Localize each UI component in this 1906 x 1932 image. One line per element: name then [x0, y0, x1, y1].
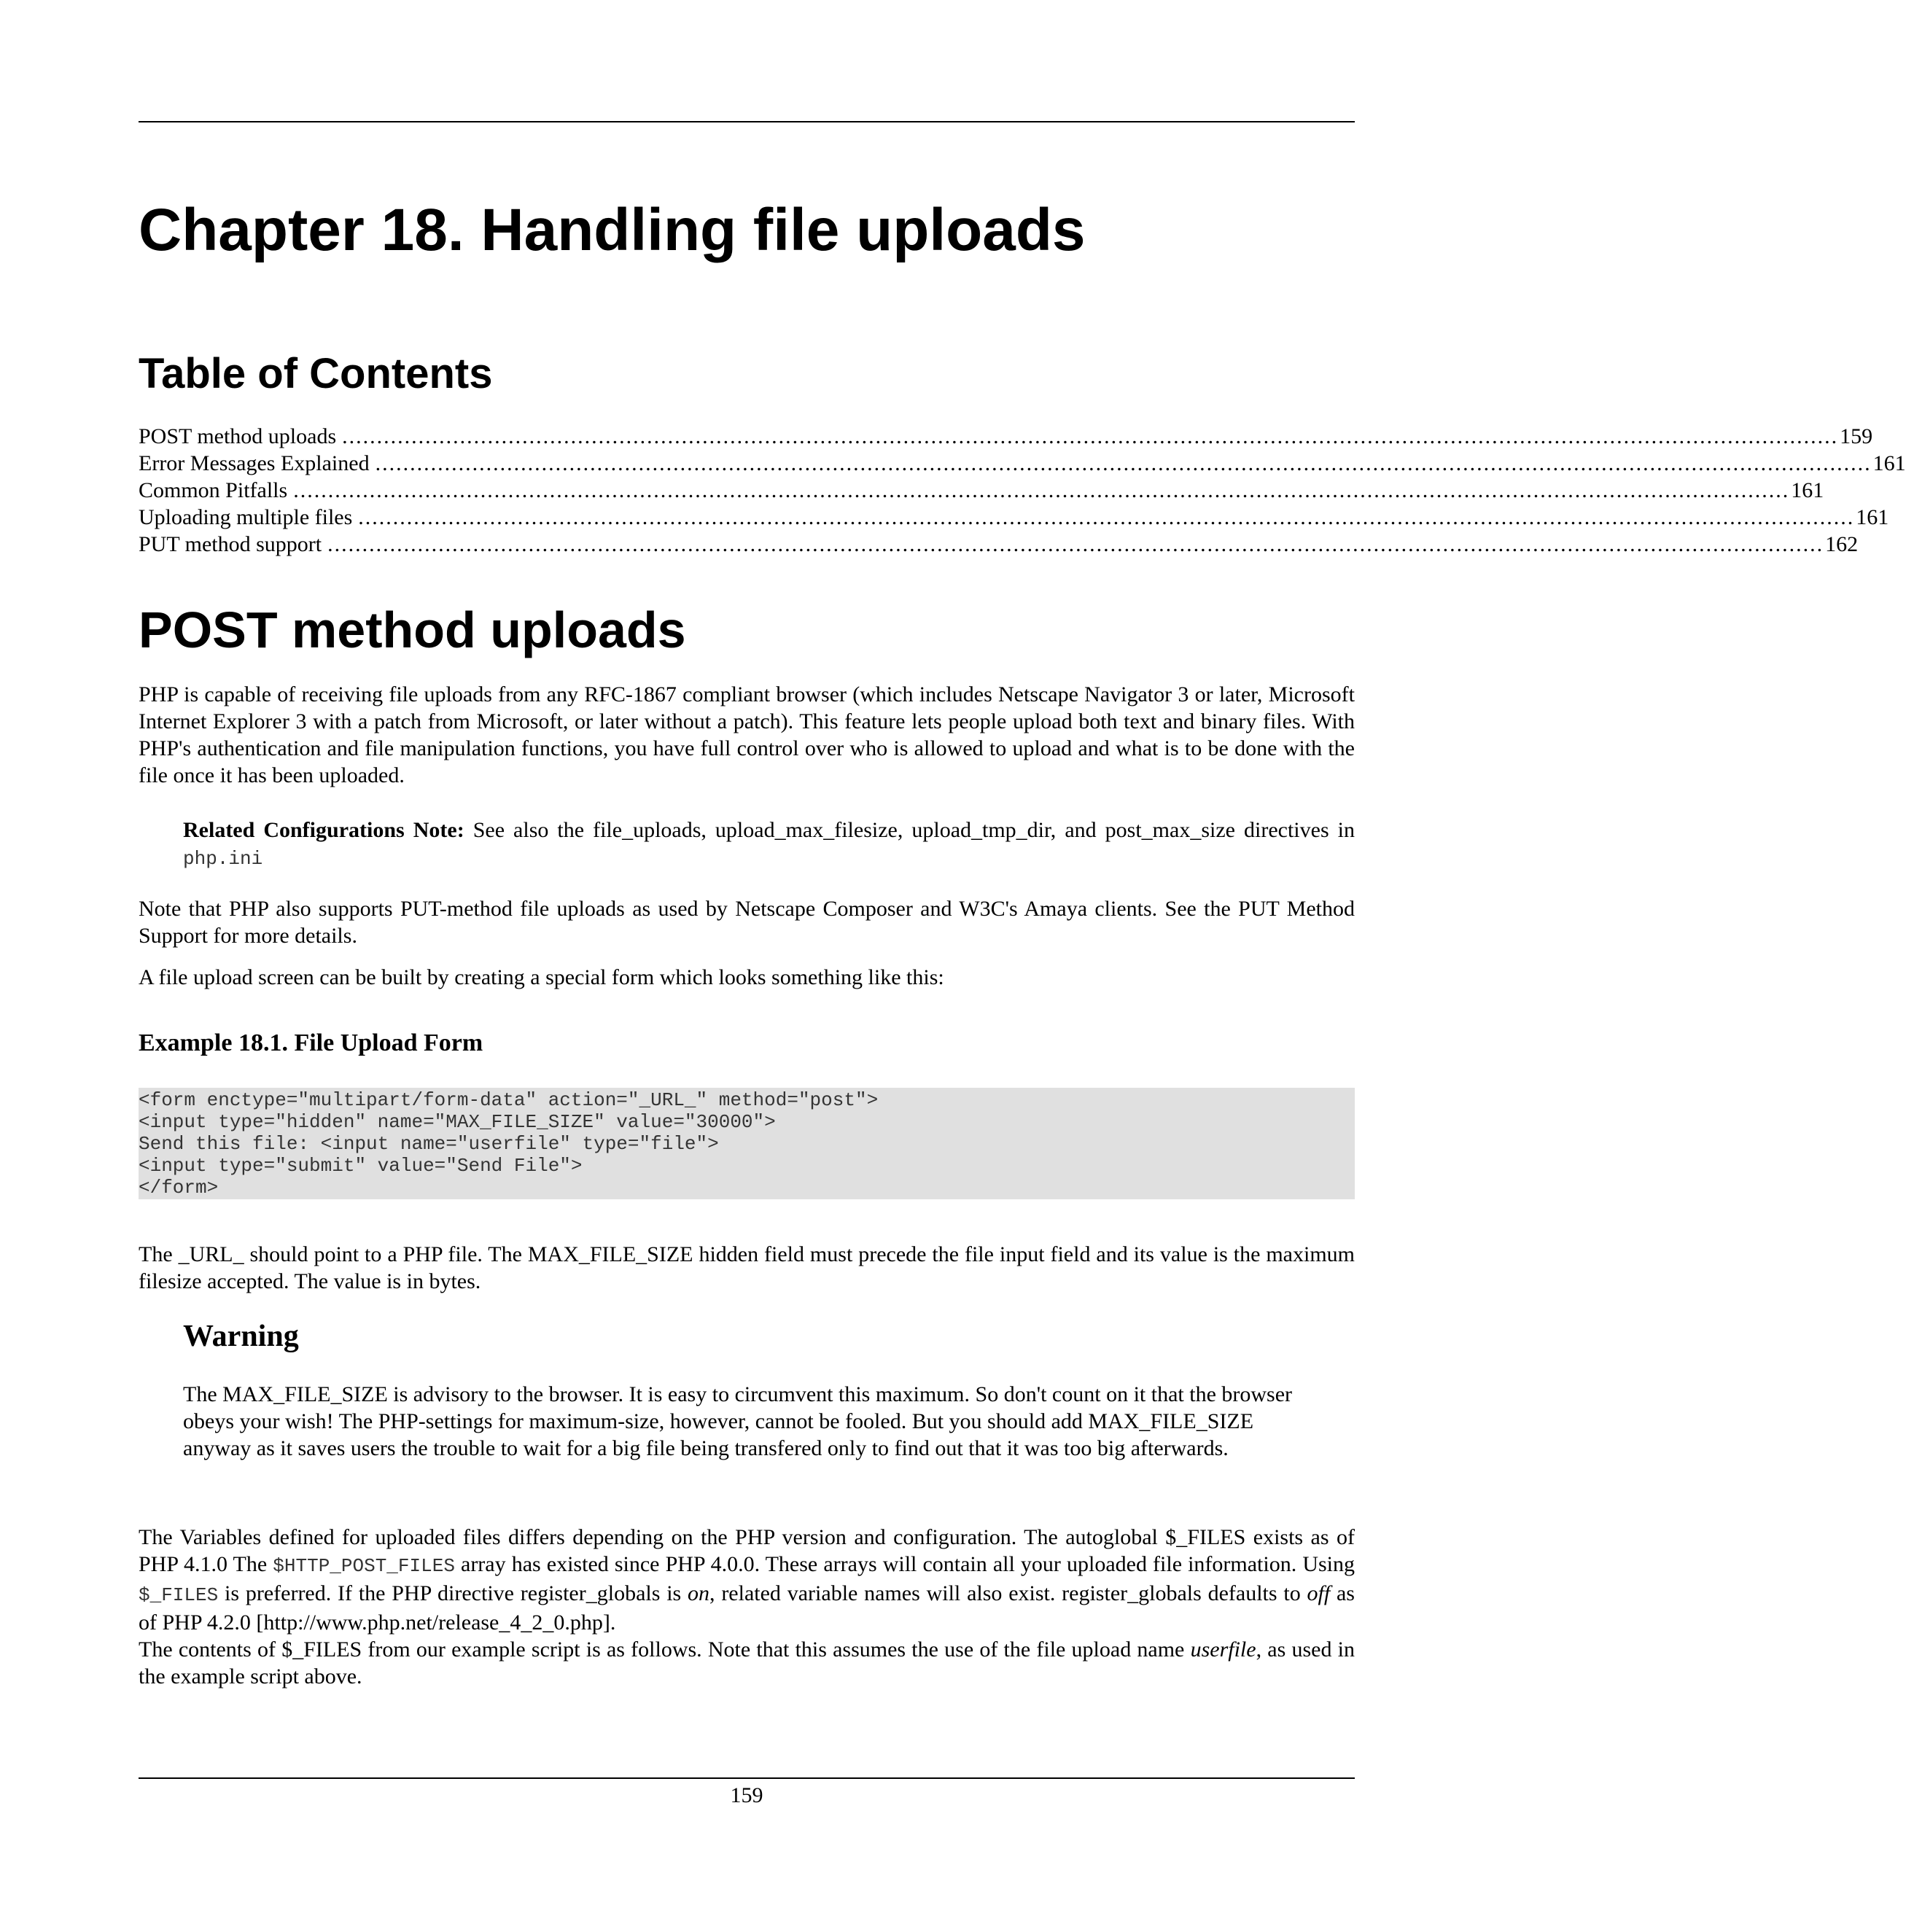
- chapter-title: Chapter 18. Handling file uploads: [139, 197, 1086, 263]
- toc-entry-page: 161: [1872, 451, 1906, 475]
- toc-leader-dots: ........................................................................................................................................................................................................................: [293, 478, 1790, 502]
- note-text: See also the file_uploads, upload_max_filesize, upload_tmp_dir, and post_max_size directives in: [464, 818, 1355, 842]
- toc-entry-label: Error Messages Explained: [139, 451, 370, 475]
- code-block: [139, 1088, 1355, 1199]
- config-note: [183, 817, 1355, 873]
- emphasis-text: userfile: [1190, 1637, 1256, 1662]
- variables-paragraph: [139, 1524, 1355, 1636]
- page-number: 159: [730, 1783, 763, 1807]
- variables-text: The Variables defined for uploaded files differs depending on the PHP version and configuration. The autoglobal $_FILES exists as of PHP 4.1.0 The: [139, 1525, 1355, 1576]
- toc-entry-label: Uploading multiple files: [139, 505, 353, 529]
- example-title: Example 18.1. File Upload Form: [139, 1029, 483, 1056]
- toc-leader-dots: ........................................................................................................................................................................................................................: [342, 424, 1839, 448]
- note-code: php.ini: [183, 848, 263, 870]
- after-example-paragraph: The _URL_ should point to a PHP file. The MAX_FILE_SIZE hidden field must precede the file input field and its value is the maximum filesize accepted. The value is in bytes.: [139, 1242, 1355, 1293]
- contents-text: The contents of $_FILES from our example script is as follows. Note that this assumes the use of the file upload name: [139, 1637, 1191, 1662]
- toc-entry[interactable]: [139, 423, 1873, 450]
- toc-entry-label: POST method uploads: [139, 424, 337, 448]
- code-line: <form enctype="multipart/form-data" action="_URL_" method="post">: [139, 1089, 879, 1111]
- note-label: Related Configurations Note:: [183, 818, 464, 842]
- toc-entry[interactable]: [139, 477, 1824, 504]
- toc-entry-page: 161: [1791, 478, 1824, 502]
- variables-text: as of PHP 4.2.0 [http://www.php.net/release_4_2_0.php].: [139, 1581, 1355, 1635]
- warning-heading: Warning: [183, 1320, 299, 1353]
- intro-paragraph: PHP is capable of receiving file uploads from any RFC-1867 compliant browser (which includes Netscape Navigator 3 or later, Microsoft Internet Explorer 3 with a patch from Microsoft, or later without a patch). This feature lets people upload both text and binary files. With PHP's authentication and file manipulation functions, you have full control over who is allowed to upload and what is to be done with the file once it has been uploaded.: [139, 682, 1355, 787]
- toc-entry-page: 162: [1825, 532, 1859, 556]
- contents-paragraph: [139, 1636, 1355, 1690]
- toc-heading: Table of Contents: [139, 350, 493, 397]
- toc-entry[interactable]: [139, 531, 1859, 558]
- section-title: POST method uploads: [139, 601, 686, 658]
- contents-text: , as used in the example script above.: [139, 1637, 1355, 1688]
- toc-entry-page: 159: [1840, 424, 1873, 448]
- warning-text: The MAX_FILE_SIZE is advisory to the browser. It is easy to circumvent this maximum. So don't count on it that the browser obeys your wish! The PHP-settings for maximum-size, however, cannot be fooled. But you should add MAX_FILE_SIZE anyway as it saves users the trouble to wait for a big file being transfered only to find out that it was too big afterwards.: [183, 1382, 1293, 1460]
- emphasis-text: off: [1307, 1581, 1331, 1605]
- put-note-paragraph: Note that PHP also supports PUT-method file uploads as used by Netscape Composer and W3C's Amaya clients. See the PUT Method Support for more details.: [139, 897, 1355, 948]
- toc-entry-label: Common Pitfalls: [139, 478, 288, 502]
- inline-code: $HTTP_POST_FILES: [273, 1555, 455, 1577]
- variables-text: is preferred. If the PHP directive register_globals is: [218, 1581, 688, 1605]
- table-of-contents: [139, 423, 1906, 558]
- code-line: </form>: [139, 1177, 219, 1199]
- footer-rule: [139, 1777, 1355, 1779]
- code-line: Send this file: <input name="userfile" type="file">: [139, 1133, 719, 1155]
- variables-text: array has existed since PHP 4.0.0. These arrays will contain all your uploaded file information. Using: [454, 1552, 1355, 1576]
- toc-leader-dots: ........................................................................................................................................................................................................................: [358, 505, 1855, 529]
- toc-leader-dots: ........................................................................................................................................................................................................................: [327, 532, 1824, 556]
- toc-entry[interactable]: [139, 450, 1906, 477]
- code-line: <input type="hidden" name="MAX_FILE_SIZE" value="30000">: [139, 1111, 776, 1133]
- toc-entry-label: PUT method support: [139, 532, 322, 556]
- document-page: [139, 0, 1906, 1932]
- form-intro-paragraph: A file upload screen can be built by creating a special form which looks something like this:: [139, 965, 944, 989]
- inline-code: $_FILES: [139, 1584, 219, 1606]
- emphasis-text: on: [688, 1581, 710, 1605]
- code-line: <input type="submit" value="Send File">: [139, 1155, 583, 1177]
- header-rule: [139, 121, 1355, 122]
- toc-leader-dots: ........................................................................................................................................................................................................................: [375, 451, 1872, 475]
- variables-text: , related variable names will also exist. register_globals defaults to: [709, 1581, 1307, 1605]
- toc-entry[interactable]: [139, 504, 1889, 531]
- toc-entry-page: 161: [1856, 505, 1889, 529]
